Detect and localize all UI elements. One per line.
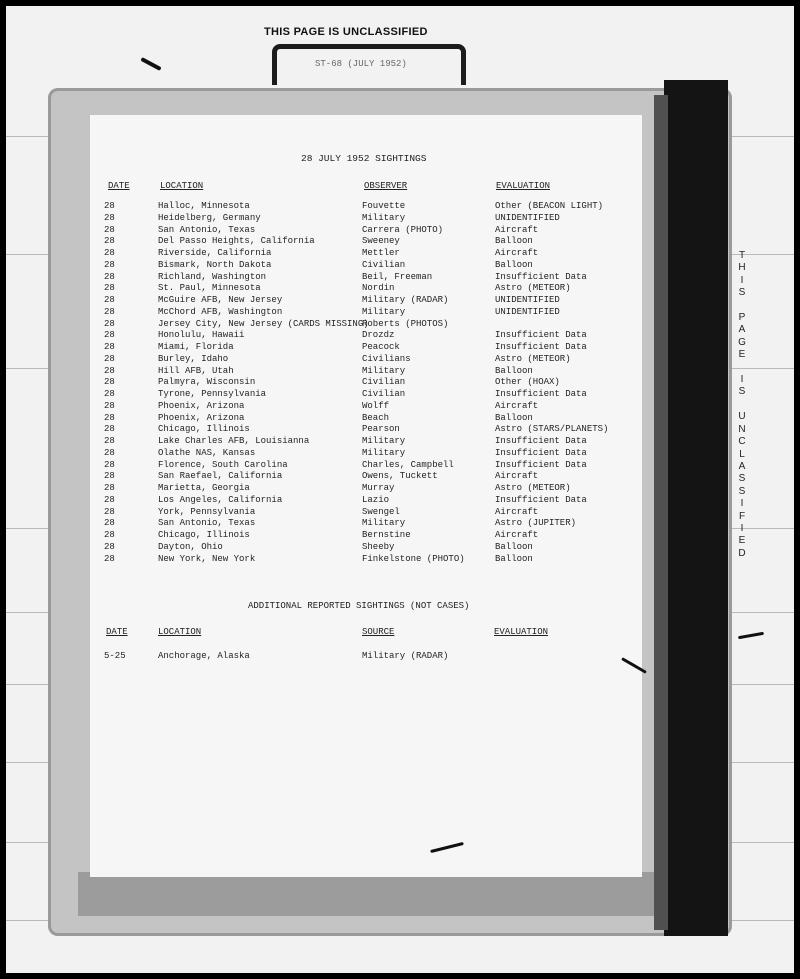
- stamp-letter: S: [738, 287, 746, 299]
- table-row: [90, 542, 642, 554]
- additional-sightings-title: ADDITIONAL REPORTED SIGHTINGS (NOT CASES): [248, 601, 470, 611]
- table-row: [90, 248, 642, 260]
- row-date: 28: [104, 412, 115, 423]
- row-observer: Charles, Campbell: [362, 459, 454, 470]
- row-observer: Beil, Freeman: [362, 271, 433, 282]
- row-location: Jersey City, New Jersey (CARDS MISSING): [158, 318, 369, 329]
- row-observer: Sheeby: [362, 541, 395, 552]
- row-date: 28: [104, 471, 115, 482]
- stamp-letter: L: [739, 448, 745, 460]
- row-observer: Military: [362, 212, 406, 223]
- row-observer: Swengel: [362, 506, 400, 517]
- vertical-unclassified-stamp: [735, 250, 749, 560]
- row-observer: Murray: [362, 483, 395, 493]
- row-evaluation: Aircraft: [495, 224, 539, 235]
- table-row: [90, 518, 642, 530]
- row-date: 28: [104, 494, 115, 505]
- row-observer: Sweeney: [362, 236, 400, 247]
- stamp-letter: D: [738, 547, 746, 559]
- row-evaluation: Balloon: [495, 541, 533, 552]
- row-date: 28: [104, 224, 115, 235]
- additional-row: [90, 651, 642, 663]
- row-date: 28: [104, 283, 115, 294]
- additional-header-source: SOURCE: [362, 627, 395, 637]
- header-location: LOCATION: [160, 181, 204, 191]
- row-location: St. Paul, Minnesota: [158, 283, 261, 294]
- table-row: [90, 260, 642, 272]
- stamp-letter: [735, 399, 749, 411]
- stamp-letter: I: [740, 498, 744, 510]
- table-row: [90, 283, 642, 295]
- table-row: [90, 201, 642, 213]
- row-observer: Civilian: [362, 259, 406, 270]
- header-evaluation: EVALUATION: [496, 181, 551, 191]
- row-observer: Civilian: [362, 389, 406, 399]
- row-observer: Bernstine: [362, 530, 411, 540]
- row-date: 28: [104, 353, 115, 364]
- table-row: [90, 389, 642, 401]
- stamp-letter: F: [738, 510, 746, 522]
- stamp-letter: A: [738, 460, 746, 472]
- table-row: [90, 295, 642, 307]
- row-date: 28: [104, 541, 115, 552]
- additional-location: Anchorage, Alaska: [158, 651, 250, 661]
- stamp-letter: H: [738, 262, 746, 274]
- row-observer: Civilians: [362, 353, 411, 364]
- row-date: 28: [104, 436, 115, 446]
- row-evaluation: Insufficient Data: [495, 436, 587, 446]
- table-row: [90, 377, 642, 389]
- additional-header-evaluation: EVALUATION: [494, 627, 549, 637]
- row-observer: Drozdz: [362, 330, 395, 341]
- row-evaluation: Astro (STARS/PLANETS): [495, 424, 609, 435]
- stamp-letter: E: [738, 535, 746, 547]
- row-location: Miami, Florida: [158, 342, 234, 352]
- row-evaluation: Astro (METEOR): [495, 353, 571, 364]
- table-row: [90, 507, 642, 519]
- sheet-title: 28 JULY 1952 SIGHTINGS: [301, 153, 427, 164]
- row-date: 28: [104, 424, 115, 435]
- row-date: 28: [104, 342, 115, 352]
- row-location: Richland, Washington: [158, 271, 267, 282]
- table-row: [90, 236, 642, 248]
- row-location: Dayton, Ohio: [158, 541, 223, 552]
- row-location: Phoenix, Arizona: [158, 400, 245, 411]
- row-location: San Antonio, Texas: [158, 518, 256, 529]
- row-observer: Fouvette: [362, 201, 406, 211]
- row-evaluation: Insufficient Data: [495, 342, 587, 352]
- row-location: San Raefael, California: [158, 471, 283, 482]
- row-location: Chicago, Illinois: [158, 424, 250, 435]
- row-evaluation: Insufficient Data: [495, 330, 587, 341]
- row-date: 28: [104, 447, 115, 458]
- row-evaluation: UNIDENTIFIED: [495, 295, 560, 305]
- header-observer: OBSERVER: [364, 181, 408, 191]
- table-row: [90, 354, 642, 366]
- row-evaluation: Balloon: [495, 365, 533, 376]
- row-observer: Military (RADAR): [362, 295, 449, 305]
- stamp-letter: C: [738, 436, 746, 448]
- row-location: Halloc, Minnesota: [158, 201, 250, 211]
- row-date: 28: [104, 483, 115, 493]
- row-location: York, Pennsylvania: [158, 506, 256, 517]
- row-observer: Owens, Tuckett: [362, 471, 438, 482]
- table-row: [90, 225, 642, 237]
- row-evaluation: Other (BEACON LIGHT): [495, 201, 604, 211]
- row-location: McChord AFB, Washington: [158, 306, 283, 317]
- row-date: 28: [104, 506, 115, 517]
- row-evaluation: Insufficient Data: [495, 389, 587, 399]
- clipboard-clip: [272, 44, 466, 85]
- row-location: McGuire AFB, New Jersey: [158, 295, 283, 305]
- row-evaluation: Insufficient Data: [495, 271, 587, 282]
- row-date: 28: [104, 271, 115, 282]
- row-date: 28: [104, 212, 115, 223]
- row-location: Burley, Idaho: [158, 353, 229, 364]
- row-evaluation: UNIDENTIFIED: [495, 306, 560, 317]
- clip-label: ST-68 (JULY 1952): [315, 59, 407, 69]
- classification-banner: THIS PAGE IS UNCLASSIFIED: [264, 26, 428, 38]
- table-row: [90, 495, 642, 507]
- row-location: New York, New York: [158, 553, 256, 564]
- row-date: 28: [104, 389, 115, 399]
- row-observer: Military: [362, 306, 406, 317]
- stamp-letter: S: [738, 473, 746, 485]
- row-evaluation: Astro (METEOR): [495, 283, 571, 294]
- table-row: [90, 460, 642, 472]
- row-observer: Civilian: [362, 377, 406, 388]
- table-row: [90, 213, 642, 225]
- row-observer: Nordin: [362, 283, 395, 294]
- row-evaluation: Balloon: [495, 553, 533, 564]
- row-observer: Peacock: [362, 342, 400, 352]
- table-row: [90, 272, 642, 284]
- stamp-letter: E: [738, 349, 746, 361]
- row-date: 28: [104, 306, 115, 317]
- row-date: 28: [104, 236, 115, 247]
- row-location: Del Passo Heights, California: [158, 236, 315, 247]
- table-row: [90, 554, 642, 566]
- table-row: [90, 330, 642, 342]
- row-location: Lake Charles AFB, Louisianna: [158, 436, 310, 446]
- stamp-letter: N: [738, 423, 746, 435]
- row-location: Hill AFB, Utah: [158, 365, 234, 376]
- row-location: Marietta, Georgia: [158, 483, 250, 493]
- row-location: San Antonio, Texas: [158, 224, 256, 235]
- row-date: 28: [104, 459, 115, 470]
- row-evaluation: Aircraft: [495, 530, 539, 540]
- row-evaluation: Astro (JUPITER): [495, 518, 577, 529]
- row-observer: Military: [362, 436, 406, 446]
- row-evaluation: Insufficient Data: [495, 459, 587, 470]
- stamp-letter: G: [738, 336, 746, 348]
- stamp-letter: I: [740, 374, 744, 386]
- row-date: 28: [104, 530, 115, 540]
- stamp-letter: I: [740, 522, 744, 534]
- table-row: [90, 448, 642, 460]
- stamp-letter: S: [738, 485, 746, 497]
- table-row: [90, 424, 642, 436]
- row-location: Los Angeles, California: [158, 494, 283, 505]
- header-date: DATE: [108, 181, 130, 191]
- stamp-letter: S: [738, 386, 746, 398]
- row-date: 28: [104, 295, 115, 305]
- row-observer: Pearson: [362, 424, 400, 435]
- row-location: Florence, South Carolina: [158, 459, 288, 470]
- table-row: [90, 413, 642, 425]
- row-date: 28: [104, 377, 115, 388]
- stamp-letter: U: [738, 411, 746, 423]
- row-observer: Carrera (PHOTO): [362, 224, 444, 235]
- stamp-letter: [735, 300, 749, 312]
- row-date: 28: [104, 365, 115, 376]
- additional-source: Military (RADAR): [362, 651, 449, 661]
- row-observer: Beach: [362, 412, 390, 423]
- row-location: Bismark, North Dakota: [158, 259, 272, 270]
- table-row: [90, 342, 642, 354]
- row-evaluation: UNIDENTIFIED: [495, 212, 560, 223]
- table-row: [90, 530, 642, 542]
- table-row: [90, 471, 642, 483]
- row-observer: Military: [362, 518, 406, 529]
- row-date: 28: [104, 518, 115, 529]
- stamp-letter: I: [740, 274, 744, 286]
- stamp-letter: [735, 362, 749, 374]
- clipboard-edge-shadow: [654, 95, 668, 930]
- row-evaluation: Insufficient Data: [495, 447, 587, 458]
- row-evaluation: Aircraft: [495, 506, 539, 517]
- clipboard-edge: [664, 80, 728, 936]
- table-row: [90, 366, 642, 378]
- row-evaluation: Astro (METEOR): [495, 483, 571, 493]
- stamp-letter: T: [738, 250, 746, 261]
- row-date: 28: [104, 248, 115, 258]
- row-location: Olathe NAS, Kansas: [158, 447, 256, 458]
- row-evaluation: Aircraft: [495, 400, 539, 411]
- row-location: Heidelberg, Germany: [158, 212, 261, 223]
- row-date: 28: [104, 330, 115, 341]
- stamp-letter: A: [738, 324, 746, 336]
- table-row: [90, 436, 642, 448]
- stamp-letter: P: [738, 312, 746, 324]
- row-observer: Mettler: [362, 248, 400, 258]
- row-date: 28: [104, 400, 115, 411]
- row-location: Phoenix, Arizona: [158, 412, 245, 423]
- row-observer: Roberts (PHOTOS): [362, 318, 449, 329]
- additional-header-date: DATE: [106, 627, 128, 637]
- row-evaluation: Balloon: [495, 259, 533, 270]
- row-evaluation: Other (HOAX): [495, 377, 560, 388]
- sighting-sheet: [90, 115, 642, 877]
- table-row: [90, 319, 642, 331]
- row-evaluation: Insufficient Data: [495, 494, 587, 505]
- row-date: 28: [104, 553, 115, 564]
- table-row: [90, 307, 642, 319]
- additional-header-location: LOCATION: [158, 627, 202, 637]
- row-observer: Wolff: [362, 400, 390, 411]
- row-evaluation: Aircraft: [495, 471, 539, 482]
- row-date: 28: [104, 259, 115, 270]
- row-evaluation: Balloon: [495, 412, 533, 423]
- row-location: Honolulu, Hawaii: [158, 330, 245, 341]
- row-location: Chicago, Illinois: [158, 530, 250, 540]
- row-evaluation: Aircraft: [495, 248, 539, 258]
- row-date: 28: [104, 318, 115, 329]
- row-observer: Lazio: [362, 494, 390, 505]
- row-date: 28: [104, 201, 115, 211]
- row-evaluation: Balloon: [495, 236, 533, 247]
- table-row: [90, 483, 642, 495]
- row-location: Tyrone, Pennsylvania: [158, 389, 267, 399]
- row-observer: Military: [362, 447, 406, 458]
- row-observer: Military: [362, 365, 406, 376]
- additional-date: 5-25: [104, 651, 126, 661]
- row-location: Riverside, California: [158, 248, 272, 258]
- row-location: Palmyra, Wisconsin: [158, 377, 256, 388]
- table-row: [90, 401, 642, 413]
- row-observer: Finkelstone (PHOTO): [362, 553, 465, 564]
- clipboard-bottom: [78, 872, 654, 916]
